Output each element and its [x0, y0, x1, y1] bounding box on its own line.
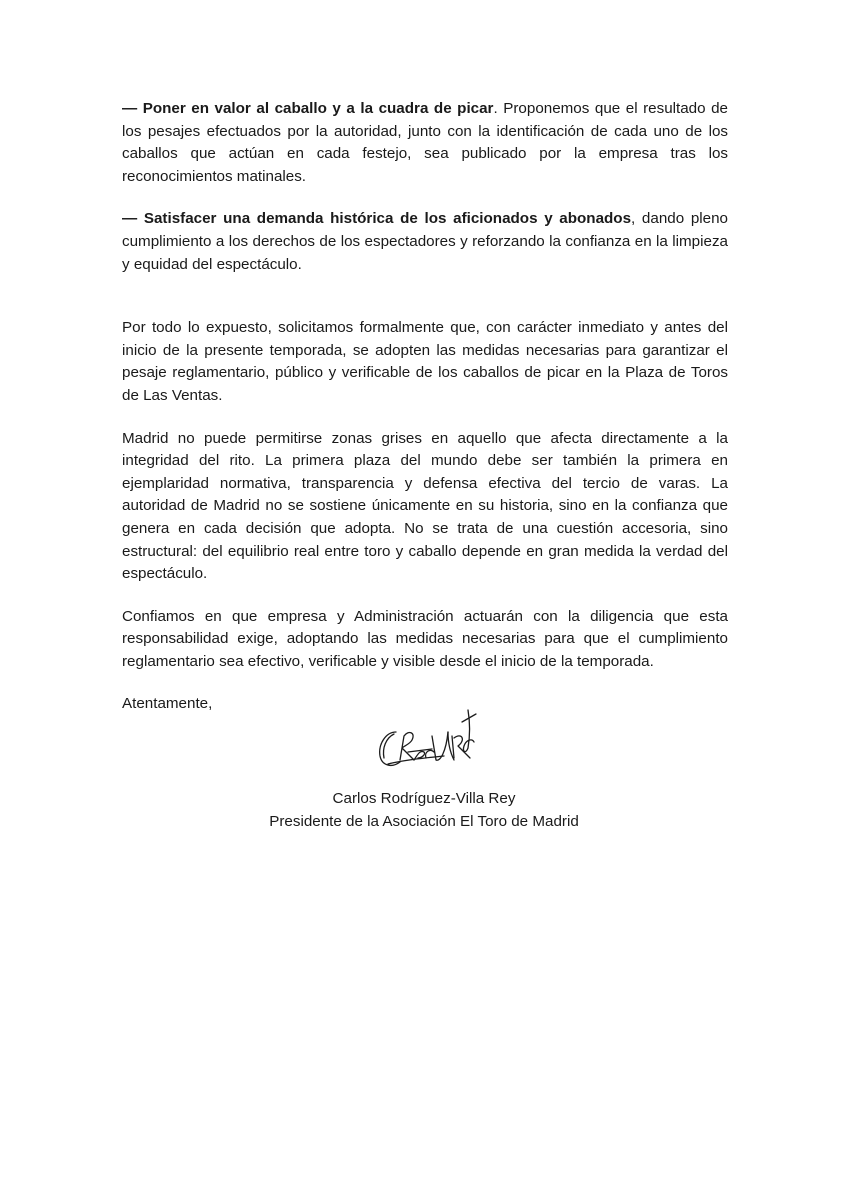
paragraph-confidence: Confiamos en que empresa y Administración actuarán con la diligencia que esta responsabilidad exige, adoptando las medidas necesarias para que el cumplimiento reglamentario sea efectivo, verificable y visible desde el inicio de la temporada. — [122, 607, 728, 670]
signatory-title: Presidente de la Asociación El Toro de Madrid — [269, 812, 579, 830]
paragraph-madrid-integrity: Madrid no puede permitirse zonas grises en aquello que afecta directamente a la integridad del rito. La primera plaza del mundo debe ser también la primera en ejemplaridad normativa, transparencia y defensa efectiva del tercio de varas. La autoridad de Madrid no se sostiene únicamente en su historia, sino en la confianza que genera en cada decisión que adopta. No se trata de una cuestión accesoria, sino estructural: del equilibrio real entre toro y caballo depende en gran medida la verdad del espectáculo. — [122, 429, 728, 583]
paragraph-text: , dando pleno cumplimiento a los derechos de los espectadores y reforzando la confianza en la limpieza y equidad del espectáculo. — [122, 210, 728, 273]
paragraph-lead-bold: — Poner en valor al caballo y a la cuadra de picar — [122, 100, 494, 117]
paragraph-lead-bold: — Satisfacer una demanda histórica de los aficionados y abonados — [122, 210, 632, 228]
paragraph-formal-request: Por todo lo expuesto, solicitamos formalmente que, con carácter inmediato y antes del inicio de la presente temporada, se adopten las medidas necesarias para garantizar el pesaje reglamentario, público y verificable de los caballos de picar en la Plaza de Toros de Las Ventas. — [122, 319, 728, 404]
paragraph-horse-value — [122, 98, 728, 188]
signatory-name: Carlos Rodríguez-Villa Rey — [332, 790, 516, 807]
signature-block — [200, 788, 648, 833]
letter-body — [122, 98, 728, 716]
paragraph-historic-demand — [122, 208, 728, 276]
closing-salutation: Atentamente, — [122, 695, 213, 713]
paragraph-text: . Proponemos que el resultado de los pesajes efectuados por la autoridad, junto con la identificación de cada uno de los caballos que actúan en cada festejo, sea publicado por la empresa tras los reconocimientos matinales. — [122, 100, 728, 185]
handwritten-signature — [374, 702, 484, 774]
